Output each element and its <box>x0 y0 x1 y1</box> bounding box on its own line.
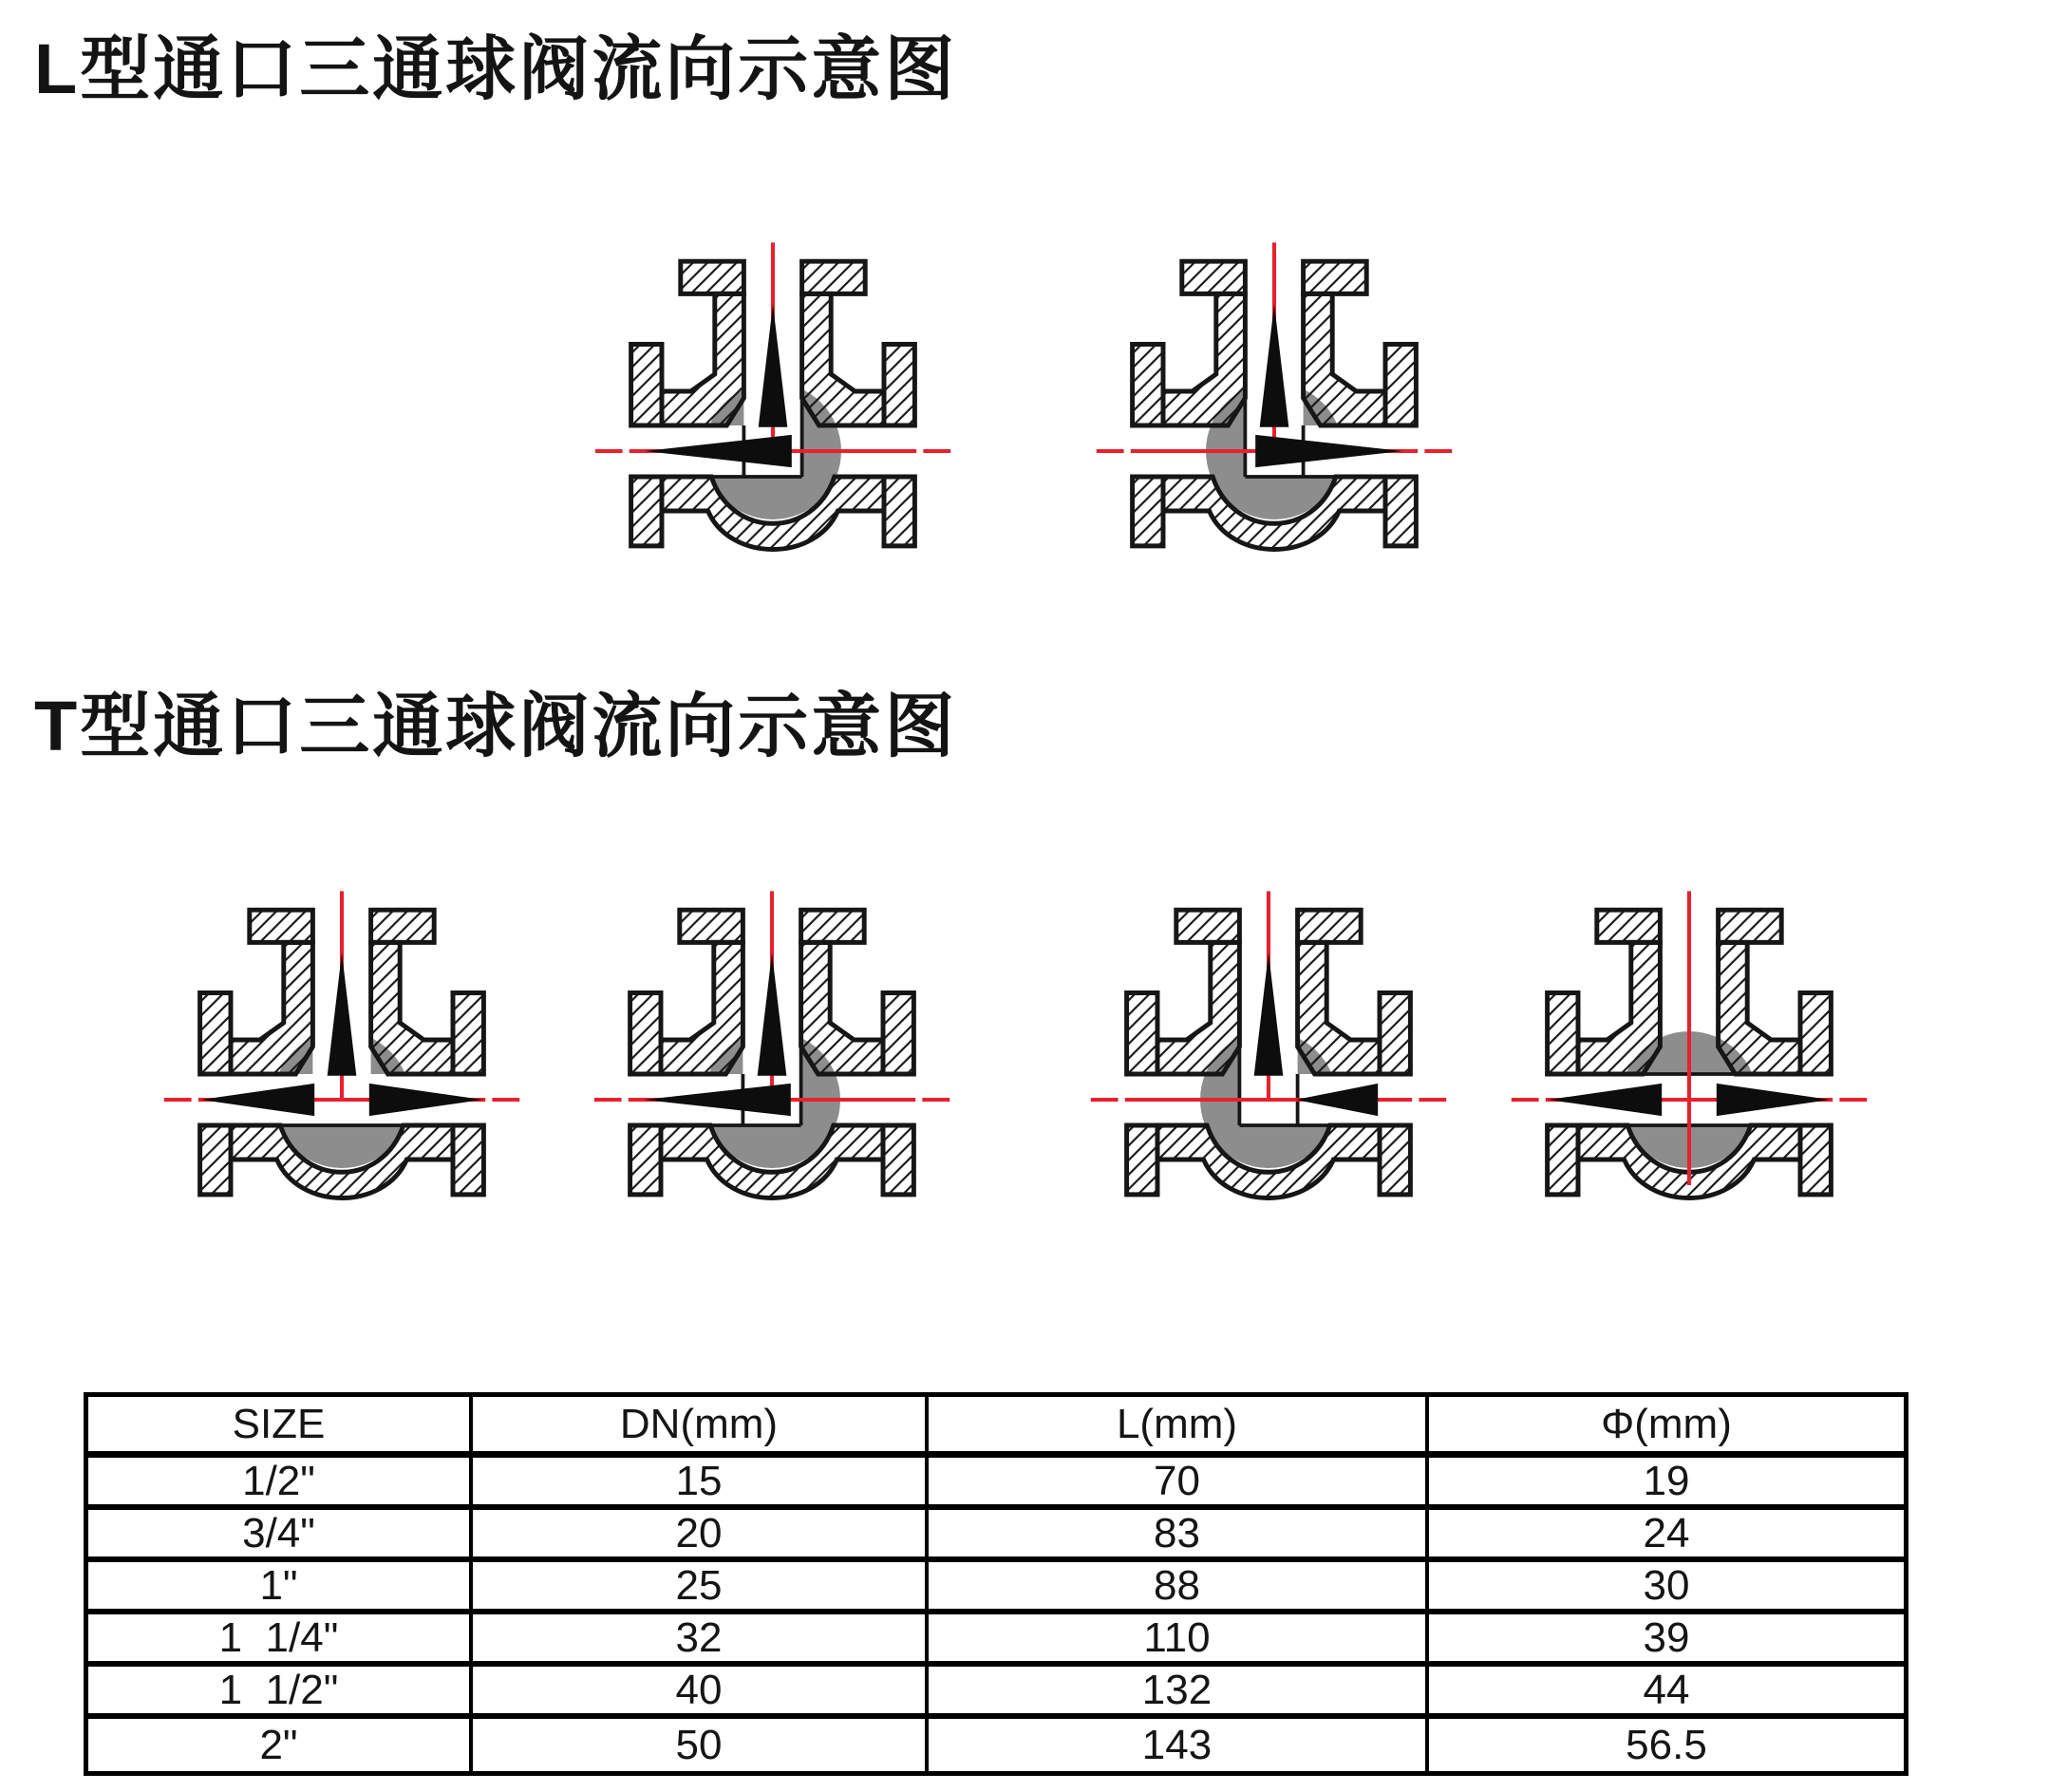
table-cell: 39 <box>1429 1614 1904 1667</box>
table-cell: 56.5 <box>1626 1721 1707 1768</box>
valve-cross-section <box>1501 886 1877 1202</box>
t-valve-diagram-1 <box>154 886 530 1202</box>
table-header-mm: Φ(mm) <box>1429 1397 1904 1458</box>
table-cell: 2" <box>88 1719 473 1771</box>
valve-cross-section <box>1081 886 1457 1202</box>
table-cell: 32 <box>473 1614 929 1667</box>
table-cell: 143 <box>929 1719 1429 1771</box>
valve-cross-section <box>584 886 960 1202</box>
table-header-size: SIZE <box>88 1397 473 1458</box>
table-header-dnmm: DN(mm) <box>473 1397 929 1458</box>
valve-cross-section <box>154 886 530 1202</box>
table-cell: 19 <box>1429 1458 1904 1510</box>
l-valve-diagram-1 <box>585 237 961 554</box>
t-type-section-title: T型通口三通球阀流向示意图 <box>34 687 958 765</box>
table-cell: 1" <box>88 1562 473 1614</box>
dimensions-table <box>84 1392 1908 1776</box>
table-cell: 3/4" <box>88 1510 473 1562</box>
valve-cross-section <box>585 237 961 554</box>
table-cell: 88 <box>929 1562 1429 1614</box>
table-cell: 20 <box>473 1510 929 1562</box>
table-cell: 40 <box>473 1667 929 1719</box>
table-cell: 1/2" <box>88 1458 473 1510</box>
table-cell: 25 <box>473 1562 929 1614</box>
table-cell: 24 <box>1429 1510 1904 1562</box>
table-header-lmm: L(mm) <box>929 1397 1429 1458</box>
table-cell: 15 <box>473 1458 929 1510</box>
table-cell: 1 1/2" <box>88 1667 473 1719</box>
l-valve-diagram-2 <box>1086 237 1462 554</box>
valve-cross-section <box>1086 237 1462 554</box>
t-valve-diagram-2 <box>584 886 960 1202</box>
table-cell: 110 <box>929 1614 1429 1667</box>
t-valve-diagram-3 <box>1081 886 1457 1202</box>
table-cell: 44 <box>1429 1667 1904 1719</box>
table-cell: 50 <box>473 1719 929 1771</box>
t-valve-diagram-4 <box>1501 886 1877 1202</box>
table-cell: 1 1/4" <box>88 1614 473 1667</box>
table-cell: 132 <box>929 1667 1429 1719</box>
table-cell: 70 <box>929 1458 1429 1510</box>
table-cell: 30 <box>1429 1562 1904 1614</box>
table-cell: 83 <box>929 1510 1429 1562</box>
l-type-section-title: L型通口三通球阀流向示意图 <box>34 29 958 108</box>
